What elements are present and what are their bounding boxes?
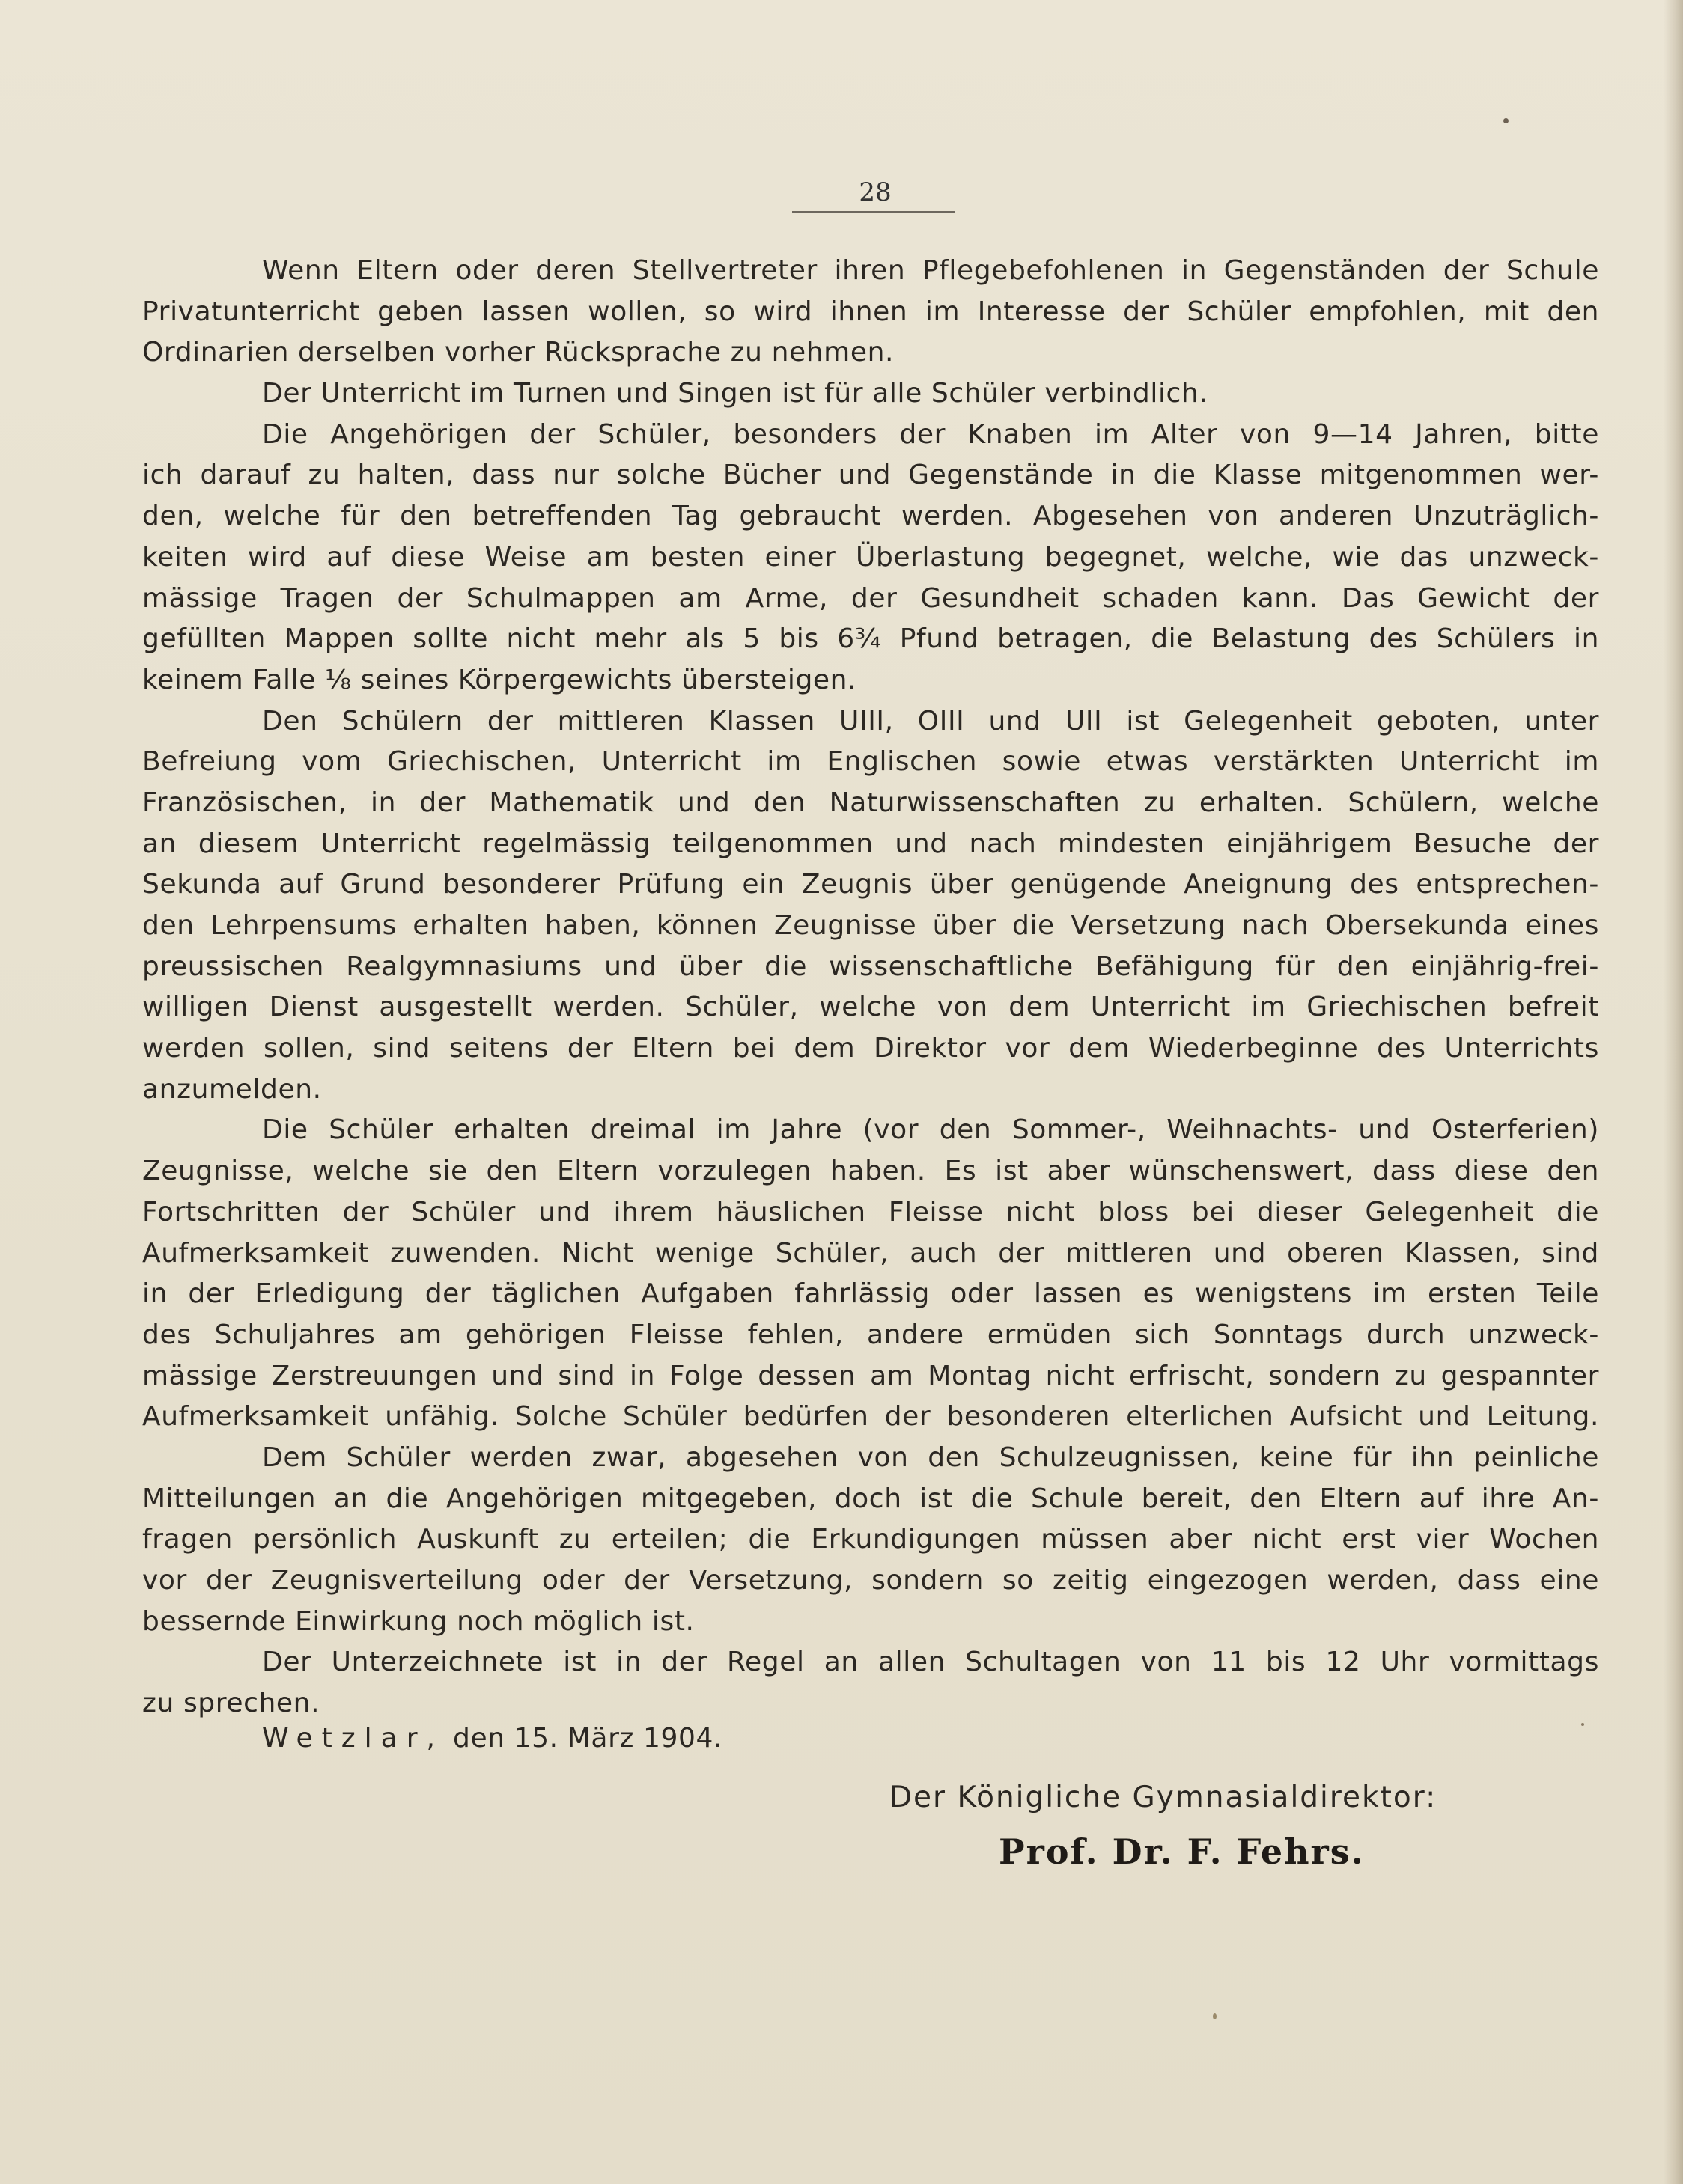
text-line: des Schuljahres am gehörigen Fleisse fehlen, andere ermüden sich Sonntags durch unzweck- [142,1319,1599,1350]
text-line: preussischen Realgymnasiums und über die wissenschaftliche Befähigung für den einjährig-frei- [142,951,1599,982]
text-line: Wenn Eltern oder deren Stellvertreter ihren Pflegebefohlenen in Gegenständen der Schule [262,255,1599,286]
text-line: an diesem Unterricht regelmässig teilgenommen und nach mindesten einjährigem Besuche der [142,828,1599,859]
text-line: fragen persönlich Auskunft zu erteilen; die Erkundigungen müssen aber nicht erst vier Wochen [142,1524,1599,1555]
text-line: bessernde Einwirkung noch möglich ist. [142,1605,695,1637]
text-line: mässige Tragen der Schulmappen am Arme, der Gesundheit schaden kann. Das Gewicht der [142,582,1599,614]
text-line: willigen Dienst ausgestellt werden. Schüler, welche von dem Unterricht im Griechischen befreit [142,992,1599,1023]
paper-speck [1503,118,1509,123]
body-text [142,251,1599,1724]
text-line: Dem Schüler werden zwar, abgesehen von den Schulzeugnissen, keine für ihn peinliche [262,1442,1599,1473]
text-line: zu sprechen. [142,1688,320,1719]
date-place: Wetzlar, [262,1723,444,1754]
text-line: Die Angehörigen der Schüler, besonders der Knaben im Alter von 9—14 Jahren, bitte [262,418,1599,450]
paper-speck [1581,1723,1584,1726]
text-line: keiten wird auf diese Weise am besten einer Überlastung begegnet, welche, wie das unzweck- [142,541,1599,573]
text-line: gefüllten Mappen sollte nicht mehr als 5 bis 6¾ Pfund betragen, die Belastung des Schülers in [142,623,1599,655]
text-line: keinem Falle ⅛ seines Körpergewichts übersteigen. [142,664,857,695]
text-line: Privatunterricht geben lassen wollen, so wird ihnen im Interesse der Schüler empfohlen, mit den [142,296,1599,327]
text-line: Der Unterricht im Turnen und Singen ist für alle Schüler verbindlich. [262,378,1208,409]
date-line [262,1718,722,1759]
text-line: Französischen, in der Mathematik und den Naturwissenschaften zu erhalten. Schülern, welche [142,787,1599,818]
signature-name: Prof. Dr. F. Fehrs. [999,1831,1365,1872]
text-line: Mitteilungen an die Angehörigen mitgegeben, doch ist die Schule bereit, den Eltern auf ihre An- [142,1483,1599,1514]
text-line: Zeugnisse, welche sie den Eltern vorzulegen haben. Es ist aber wünschenswert, dass diese den [142,1156,1599,1187]
text-line: werden sollen, sind seitens der Eltern bei dem Direktor vor dem Wiederbeginne des Unterrichts [142,1033,1599,1064]
text-line: Den Schülern der mittleren Klassen UIII, OIII und UII ist Gelegenheit geboten, unter [262,705,1599,736]
page-edge-shadow [1664,0,1683,2184]
text-line: Aufmerksamkeit unfähig. Solche Schüler bedürfen der besonderen elterlichen Aufsicht und Leitung. [142,1401,1599,1433]
header-rule [792,211,955,213]
text-line: den Lehrpensums erhalten haben, können Zeugnisse über die Versetzung nach Obersekunda eines [142,910,1599,941]
text-line: Befreiung vom Griechischen, Unterricht im Englischen sowie etwas verstärkten Unterricht im [142,746,1599,778]
text-line: Die Schüler erhalten dreimal im Jahre (vor den Sommer-, Weihnachts- und Osterferien) [262,1114,1599,1146]
text-line: in der Erledigung der täglichen Aufgaben fahrlässig oder lassen es wenigstens im ersten Teile [142,1278,1599,1310]
text-line: ich darauf zu halten, dass nur solche Bücher und Gegenstände in die Klasse mitgenommen wer- [142,460,1599,491]
text-line: Sekunda auf Grund besonderer Prüfung ein Zeugnis über genügende Aneignung des entsprechen- [142,869,1599,900]
signature-title: Der Königliche Gymnasialdirektor: [889,1781,1437,1814]
paper-speck [1213,2013,1217,2019]
text-line: den, welche für den betreffenden Tag gebraucht werden. Abgesehen von anderen Unzuträglich- [142,501,1599,532]
text-line: vor der Zeugnisverteilung oder der Versetzung, sondern so zeitig eingezogen werden, dass eine [142,1565,1599,1596]
text-line: anzumelden. [142,1073,322,1105]
text-line: Der Unterzeichnete ist in der Regel an allen Schultagen von 11 bis 12 Uhr vormittags [262,1647,1599,1678]
text-line: Fortschritten der Schüler und ihrem häuslichen Fleisse nicht bloss bei dieser Gelegenheit die [142,1196,1599,1227]
date-text: den 15. März 1904. [453,1723,723,1754]
page-number: 28 [859,177,892,207]
text-line: Ordinarien derselben vorher Rücksprache zu nehmen. [142,337,895,368]
text-line: Aufmerksamkeit zuwenden. Nicht wenige Schüler, auch der mittleren und oberen Klassen, sind [142,1237,1599,1269]
text-line: mässige Zerstreuungen und sind in Folge dessen am Montag nicht erfrischt, sondern zu gespannter [142,1360,1599,1391]
